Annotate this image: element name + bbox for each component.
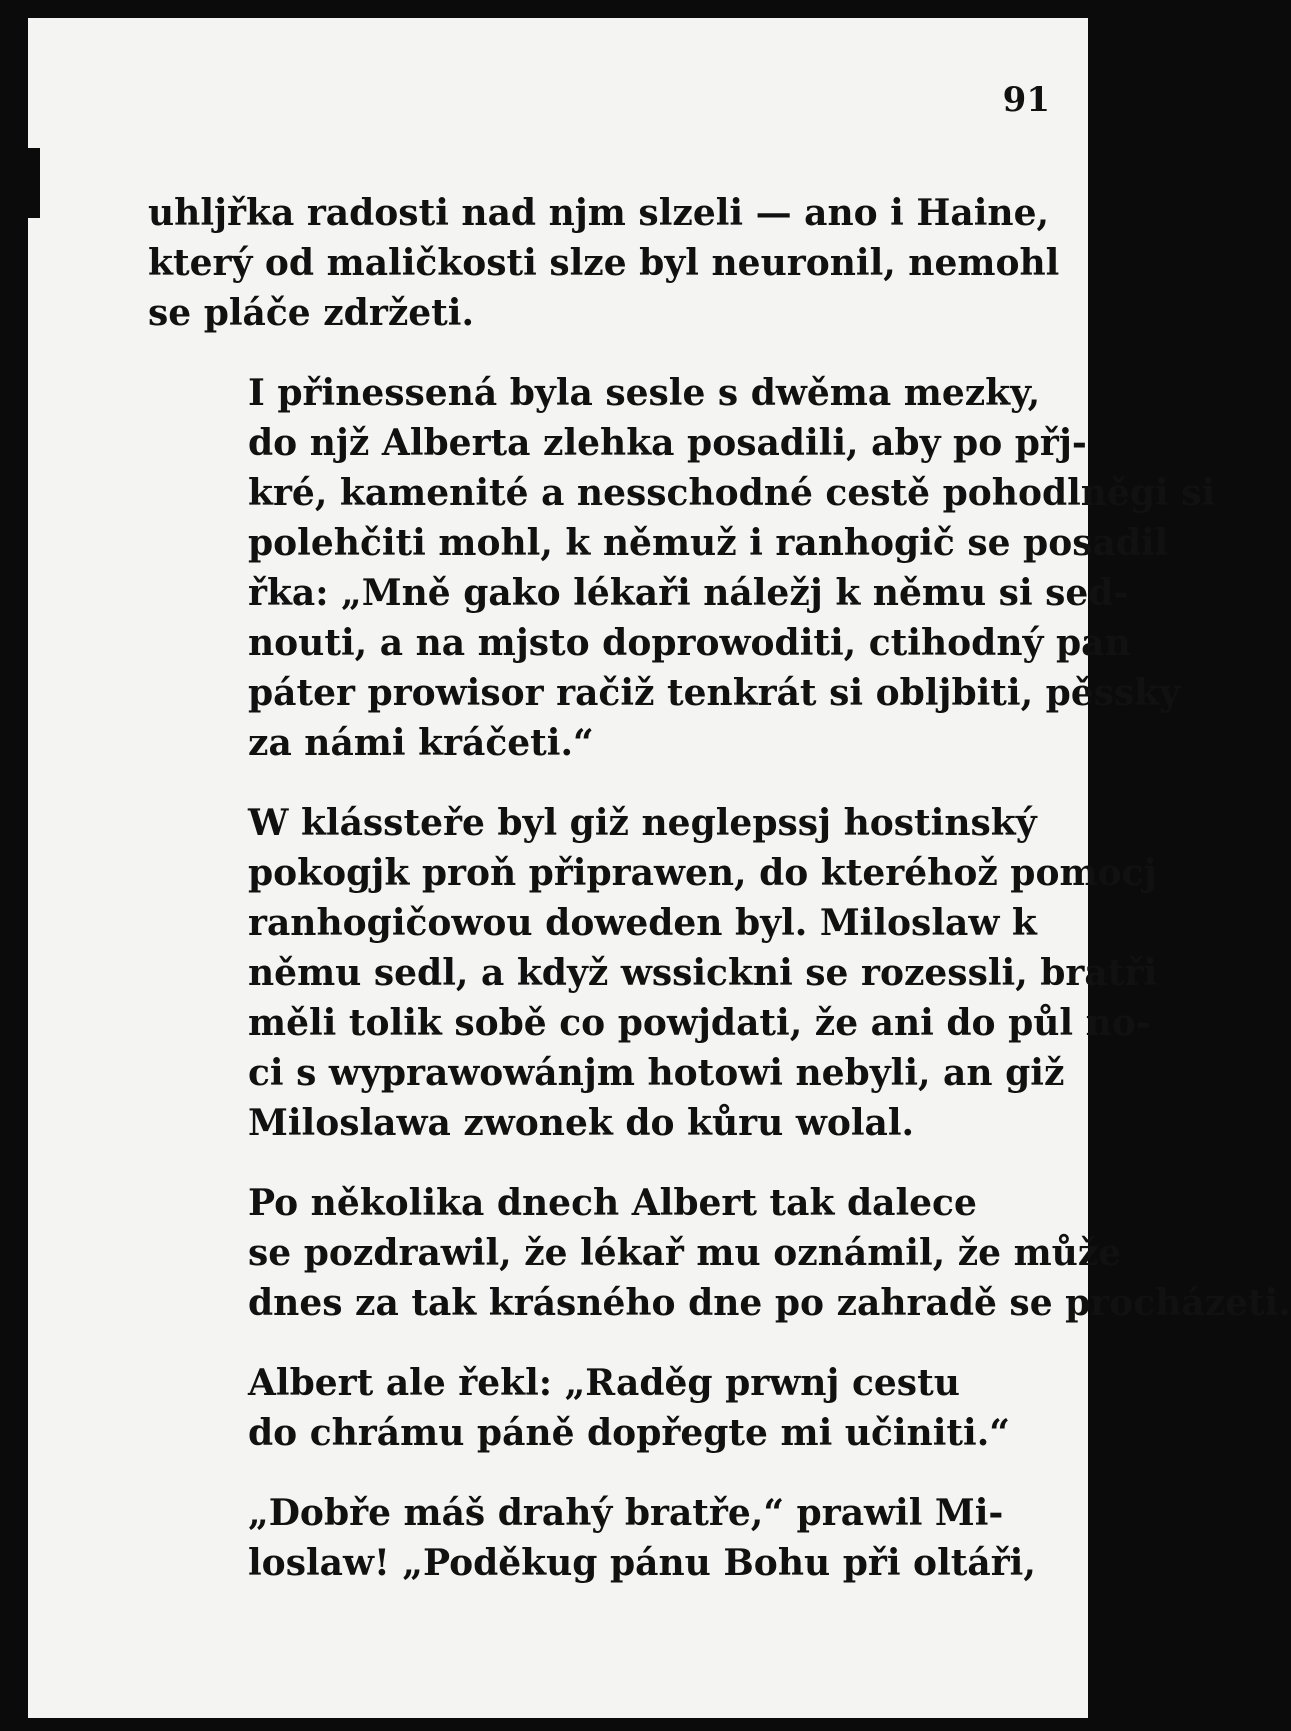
text-line: I přinessená byla sesle s dwěma mezky, (248, 372, 1041, 414)
text-line: za námi kráčeti.“ (248, 722, 594, 764)
paragraph-6 (148, 1488, 1036, 1588)
text-line: ci s wyprawowánjm hotowi nebyli, an giž (248, 1052, 1065, 1094)
paragraph-1 (148, 188, 1060, 338)
text-line: „Dobře máš drahý bratře,“ prawil Mi- (248, 1492, 1004, 1534)
text-line: pokogjk proň připrawen, do kteréhož pomocj (248, 852, 1157, 894)
book-page (28, 18, 1291, 1718)
text-line: Po několika dnech Albert tak dalece (248, 1182, 977, 1224)
text-line: uhljřka radosti nad njm slzeli — ano i Haine, (148, 192, 1050, 234)
paragraph-5 (148, 1358, 1008, 1458)
page-number: 91 (1002, 80, 1050, 120)
text-line: loslaw! „Poděkug pánu Bohu při oltáři, (248, 1542, 1036, 1584)
text-line: W klássteře byl giž neglepssj hostinský (248, 802, 1037, 844)
text-line: polehčiti mohl, k němuž i ranhogič se posadil (248, 522, 1169, 564)
body-text (148, 188, 1291, 1588)
text-line: němu sedl, a když wssickni se rozessli, bratři (248, 952, 1157, 994)
text-line: měli tolik sobě co powjdati, že ani do půl no- (248, 1002, 1151, 1044)
text-line: ranhogičowou doweden byl. Miloslaw k (248, 902, 1037, 944)
text-line: Miloslawa zwonek do kůru wolal. (248, 1102, 915, 1144)
text-line: který od maličkosti slze byl neuronil, nemohl (148, 242, 1060, 284)
text-line: dnes za tak krásného dne po zahradě se procházeti. (248, 1282, 1291, 1324)
paragraph-2 (148, 368, 1216, 768)
text-line: páter prowisor račiž tenkrát si obljbiti, pěssky (248, 672, 1181, 714)
margin-mark (28, 148, 40, 218)
text-line: se pozdrawil, že lékař mu oznámil, že může (248, 1232, 1122, 1274)
text-line: do njž Alberta zlehka posadili, aby po přj- (248, 422, 1087, 464)
text-line: kré, kamenité a nesschodné cestě pohodlněgi si (248, 472, 1216, 514)
text-line: do chrámu páně dopřegte mi učiniti.“ (248, 1412, 1010, 1454)
text-line: Albert ale řekl: „Raděg prwnj cestu (248, 1362, 960, 1404)
text-line: se pláče zdržeti. (148, 292, 475, 334)
text-line: řka: „Mně gako lékaři náležj k němu si sed- (248, 572, 1129, 614)
text-line: nouti, a na mjsto doprowoditi, ctihodný pan (248, 622, 1131, 664)
paragraph-4 (148, 1178, 1291, 1328)
paragraph-3 (148, 798, 1157, 1148)
